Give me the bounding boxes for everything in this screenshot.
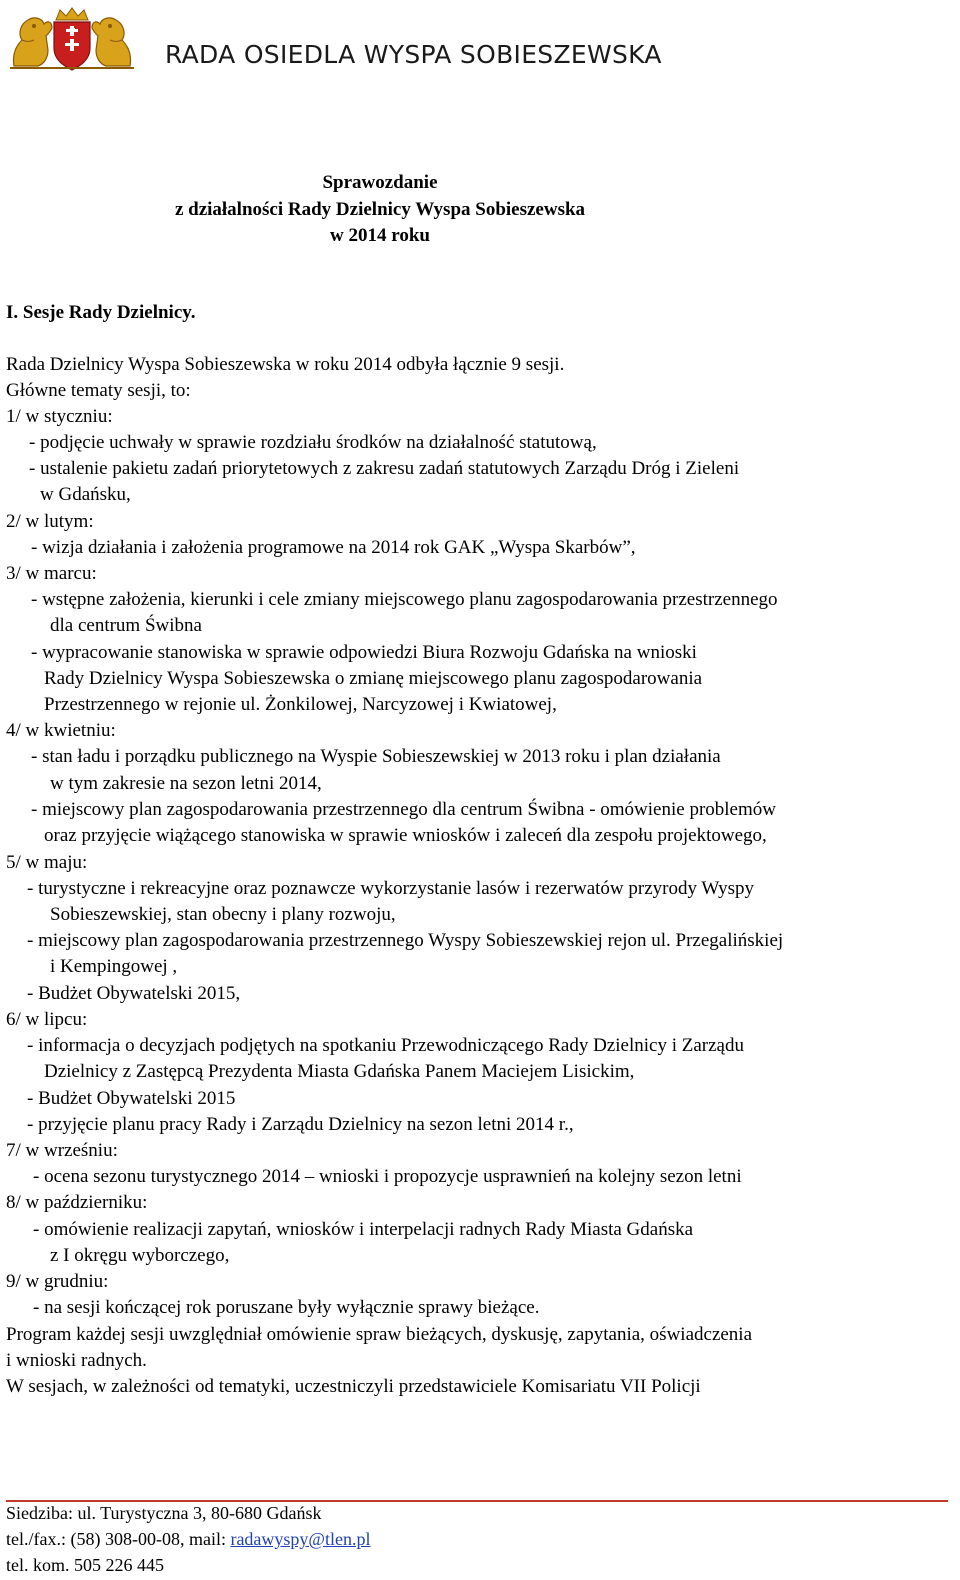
body-line: i Kempingowej , [50,956,178,977]
body-line: W sesjach, w zależności od tematyki, uczestniczyli przedstawiciele Komisariatu VII Policji [6,1376,701,1397]
body-line: - wstępne założenia, kierunki i cele zmiany miejscowego planu zagospodarowania przestrzennego [31,589,778,610]
body-line: - wizja działania i założenia programowe na 2014 rok GAK „Wyspa Skarbów”, [31,537,636,558]
body-line: w tym zakresie na sezon letni 2014, [50,773,322,794]
footer-contact [6,1500,371,1578]
body-line: - ocena sezonu turystycznego 2014 – wnioski i propozycje usprawnień na kolejny sezon letni [33,1166,742,1187]
body-line: - turystyczne i rekreacyjne oraz poznawcze wykorzystanie lasów i rezerwatów przyrody Wyspy [27,878,755,899]
letterhead [8,6,908,76]
body-line: - na sesji kończącej rok poruszane były wyłącznie sprawy bieżące. [33,1297,540,1318]
body-line: Dzielnicy z Zastępcą Prezydenta Miasta Gdańska Panem Maciejem Lisickim, [44,1061,635,1082]
body-line: Rady Dzielnicy Wyspa Sobieszewska o zmianę miejscowego planu zagospodarowania [44,668,703,689]
body-line: w Gdańsku, [40,484,131,505]
body-line: - ustalenie pakietu zadań priorytetowych z zakresu zadań statutowych Zarządu Dróg i Zieleni [29,458,740,479]
body-line: i wnioski radnych. [6,1350,147,1371]
body-line: Przestrzennego w rejonie ul. Żonkilowej, Narcyzowej i Kwiatowej, [44,694,557,715]
email-link[interactable]: radawyspy@tlen.pl [230,1529,371,1549]
title-line: z działalności Rady Dzielnicy Wyspa Sobieszewska [174,198,586,220]
body-line: 8/ w październiku: [6,1192,148,1213]
body-line: - omówienie realizacji zapytań, wniosków i interpelacji radnych Rady Miasta Gdańska [33,1219,694,1240]
body-line: - Budżet Obywatelski 2015, [27,983,241,1004]
body-line: Sobieszewskiej, stan obecny i plany rozwoju, [50,904,396,925]
body-line: - wypracowanie stanowiska w sprawie odpowiedzi Biura Rozwoju Gdańska na wnioski [31,642,697,663]
footer-mobile: tel. kom. 505 226 445 [6,1555,164,1575]
body-line: 6/ w lipcu: [6,1009,88,1030]
title-line: Sprawozdanie [322,172,438,193]
body-line: - miejscowy plan zagospodarowania przestrzennego dla centrum Świbna - omówienie problemów [31,799,776,820]
body-line: 1/ w styczniu: [6,406,113,427]
body-line: - podjęcie uchwały w sprawie rozdziału środków na działalność statutową, [29,432,597,453]
body-line: Główne tematy sesji, to: [6,380,191,401]
body-line: 4/ w kwietniu: [6,720,116,741]
document-title [0,170,760,250]
body-line: Rada Dzielnicy Wyspa Sobieszewska w roku 2014 odbyła łącznie 9 sesji. [6,354,565,375]
body-line: - stan ładu i porządku publicznego na Wyspie Sobieszewskiej w 2013 roku i plan działania [31,746,721,767]
body-line: 7/ w wrześniu: [6,1140,118,1161]
footer-phone: tel./fax.: (58) 308-00-08, mail: [6,1529,231,1549]
footer-phone-line [6,1526,371,1552]
coat-of-arms-logo [8,6,136,72]
body-line: - przyjęcie planu pracy Rady i Zarządu Dzielnicy na sezon letni 2014 r., [27,1114,574,1135]
organization-name: RADA OSIEDLA WYSPA SOBIESZEWSKA [165,40,662,69]
body-line: - Budżet Obywatelski 2015 [27,1088,236,1109]
body-line: 3/ w marcu: [6,563,97,584]
body-line: 5/ w maju: [6,852,88,873]
section-heading: I. Sesje Rady Dzielnicy. [6,302,196,323]
body-line: - informacja o decyzjach podjętych na spotkaniu Przewodniczącego Rady Dzielnicy i Zarządu [27,1035,744,1056]
body-line: Program każdej sesji uwzględniał omówienie spraw bieżących, dyskusję, zapytania, oświadczenia [6,1324,753,1345]
body-line: oraz przyjęcie wiążącego stanowiska w sprawie wniosków i zaleceń dla zespołu projektowego, [44,825,767,846]
body-line: z I okręgu wyborczego, [50,1245,230,1266]
title-line: w 2014 roku [330,225,430,246]
body-line: dla centrum Świbna [50,615,202,636]
body-line: 2/ w lutym: [6,511,94,532]
body-line: 9/ w grudniu: [6,1271,109,1292]
body-line: - miejscowy plan zagospodarowania przestrzennego Wyspy Sobieszewskiej rejon ul. Przegalińskiej [27,930,784,951]
footer-address: Siedziba: ul. Turystyczna 3, 80-680 Gdańsk [6,1503,322,1523]
